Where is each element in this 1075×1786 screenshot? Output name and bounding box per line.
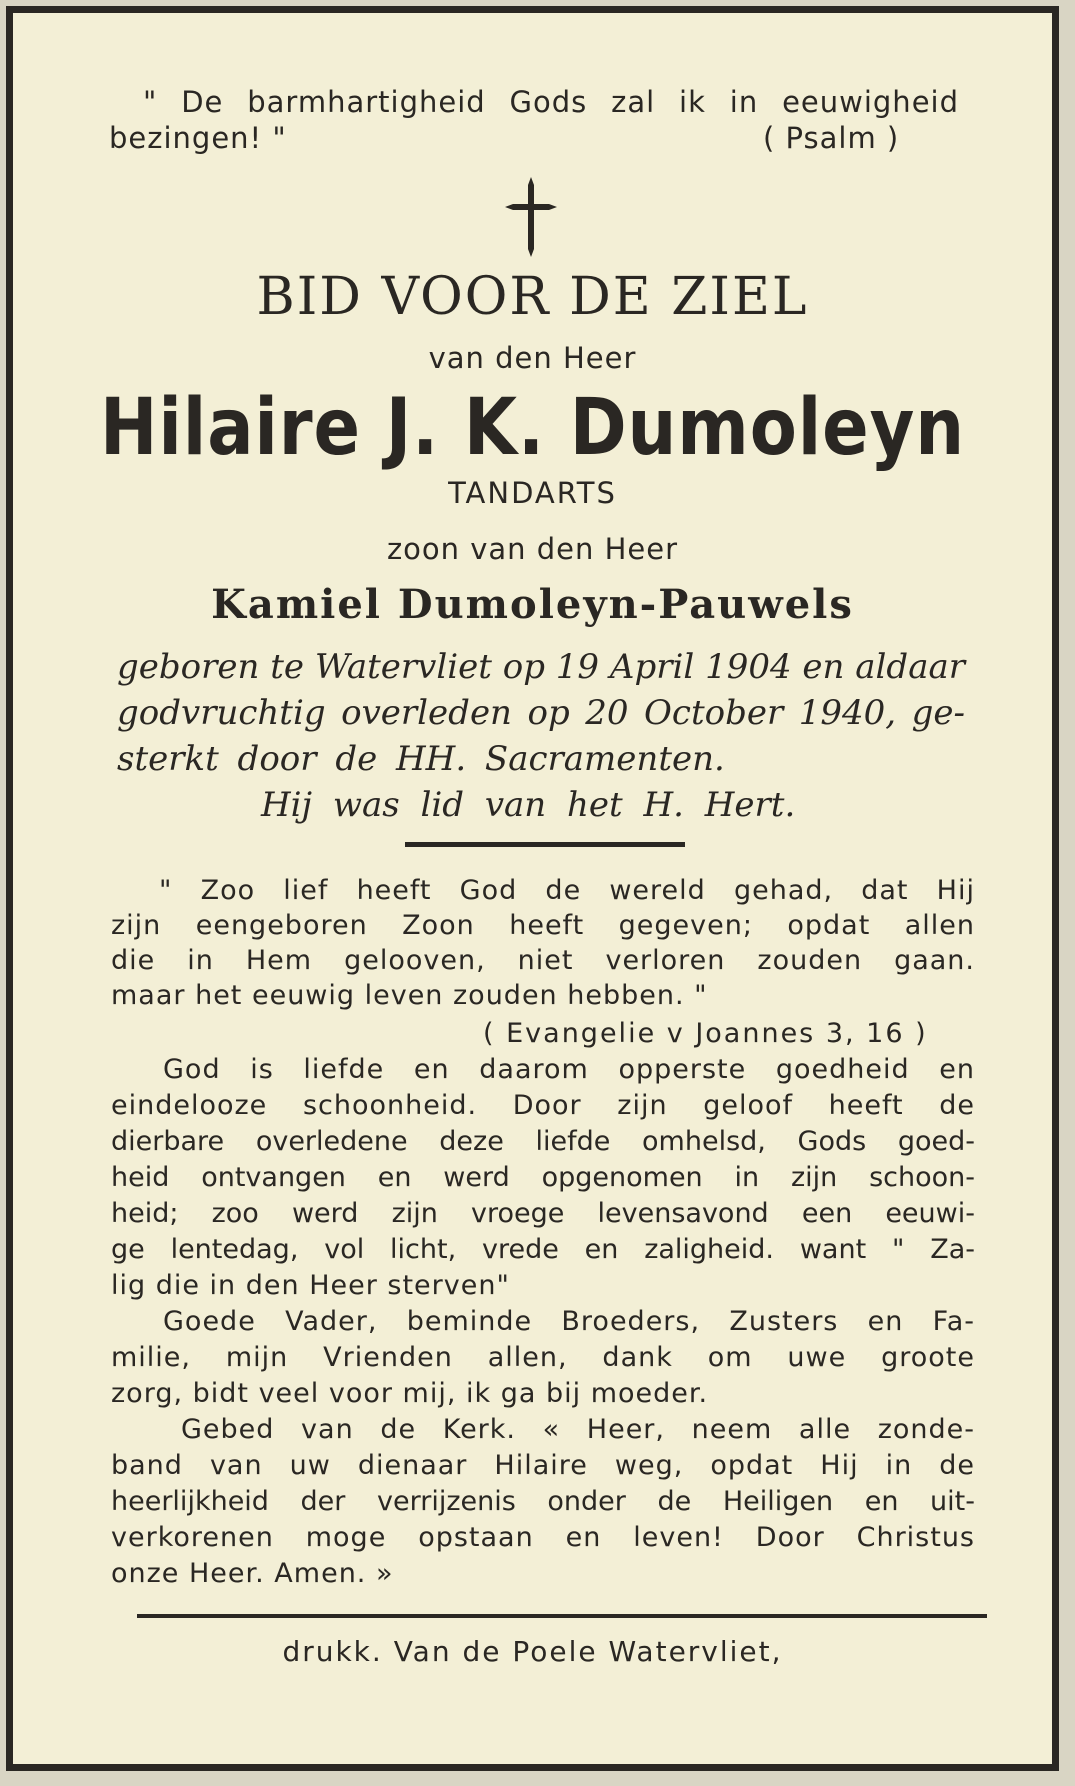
zoon-van-label: zoon van den Heer bbox=[386, 532, 679, 566]
biography-line-1: geboren te Watervliet op 19 April 1904 en aldaar bbox=[117, 647, 965, 687]
body-p3-line-3: heerlijkheid der verrijzenis onder de Heiligen en uit- bbox=[111, 1486, 975, 1517]
psalm-quote-line-1: " De barmhartigheid Gods zal ik in eeuwigheid bbox=[143, 85, 959, 119]
profession-label: TANDARTS bbox=[448, 476, 617, 510]
body-p3-line-1: Gebed van de Kerk. « Heer, neem alle zonde- bbox=[181, 1414, 975, 1445]
father-name: Kamiel Dumoleyn-Pauwels bbox=[211, 581, 854, 628]
printer-imprint: drukk. Van de Poele Watervliet, bbox=[282, 1635, 783, 1668]
biography-line-4: Hij was lid van het H. Hert. bbox=[261, 785, 796, 825]
gospel-quote-line-3: die in Hem gelooven, niet verloren zouden gaan. bbox=[111, 945, 975, 976]
biography-line-3: sterkt door de HH. Sacramenten. bbox=[117, 739, 725, 779]
body-p2-line-1: Goede Vader, beminde Broeders, Zusters en Fa- bbox=[163, 1306, 975, 1337]
gospel-quote-line-2: zijn eengeboren Zoon heeft gegeven; opdat allen bbox=[111, 910, 975, 941]
body-p1-line-4: heid ontvangen en werd opgenomen in zijn schoon- bbox=[111, 1162, 975, 1193]
gospel-reference: ( Evangelie v Joannes 3, 16 ) bbox=[483, 1018, 928, 1049]
body-p1-line-3: dierbare overledene deze liefde omhelsd, Gods goed- bbox=[111, 1126, 975, 1157]
body-p1-line-5: heid; zoo werd zijn vroege levensavond een eeuwi- bbox=[111, 1198, 975, 1229]
memorial-card bbox=[6, 6, 1059, 1771]
body-p1-line-1: God is liefde en daarom opperste goedheid en bbox=[163, 1054, 975, 1085]
body-p1-line-6: ge lentedag, vol licht, vrede en zaligheid. want " Za- bbox=[111, 1234, 975, 1265]
body-p1-line-2: eindelooze schoonheid. Door zijn geloof heeft de bbox=[111, 1090, 975, 1121]
van-den-heer-label: van den Heer bbox=[428, 341, 637, 375]
body-p2-line-3: zorg, bidt veel voor mij, ik ga bij moeder. bbox=[111, 1378, 709, 1409]
body-p3-line-5: onze Heer. Amen. » bbox=[111, 1558, 394, 1589]
biography-line-2: godvruchtig overleden op 20 October 1940, ge- bbox=[117, 693, 965, 733]
divider-bottom bbox=[137, 1614, 987, 1618]
bid-voor-de-ziel-heading: BID VOOR DE ZIEL bbox=[256, 267, 809, 327]
gospel-quote-line-4: maar het eeuwig leven zouden hebben. " bbox=[111, 980, 708, 1011]
deceased-name: Hilaire J. K. Dumoleyn bbox=[100, 383, 965, 473]
body-p2-line-2: milie, mijn Vrienden allen, dank om uwe groote bbox=[111, 1342, 975, 1373]
cross-icon bbox=[501, 177, 561, 257]
gospel-quote-line-1: " Zoo lief heeft God de wereld gehad, dat Hij bbox=[159, 875, 975, 906]
psalm-quote-line-2: bezingen! " bbox=[109, 121, 287, 155]
psalm-reference: ( Psalm ) bbox=[763, 121, 900, 155]
body-p1-line-7: lig die in den Heer sterven" bbox=[111, 1270, 510, 1301]
body-p3-line-2: band van uw dienaar Hilaire weg, opdat Hij in de bbox=[111, 1450, 975, 1481]
divider-top bbox=[405, 842, 685, 847]
body-p3-line-4: verkorenen moge opstaan en leven! Door Christus bbox=[111, 1522, 975, 1553]
